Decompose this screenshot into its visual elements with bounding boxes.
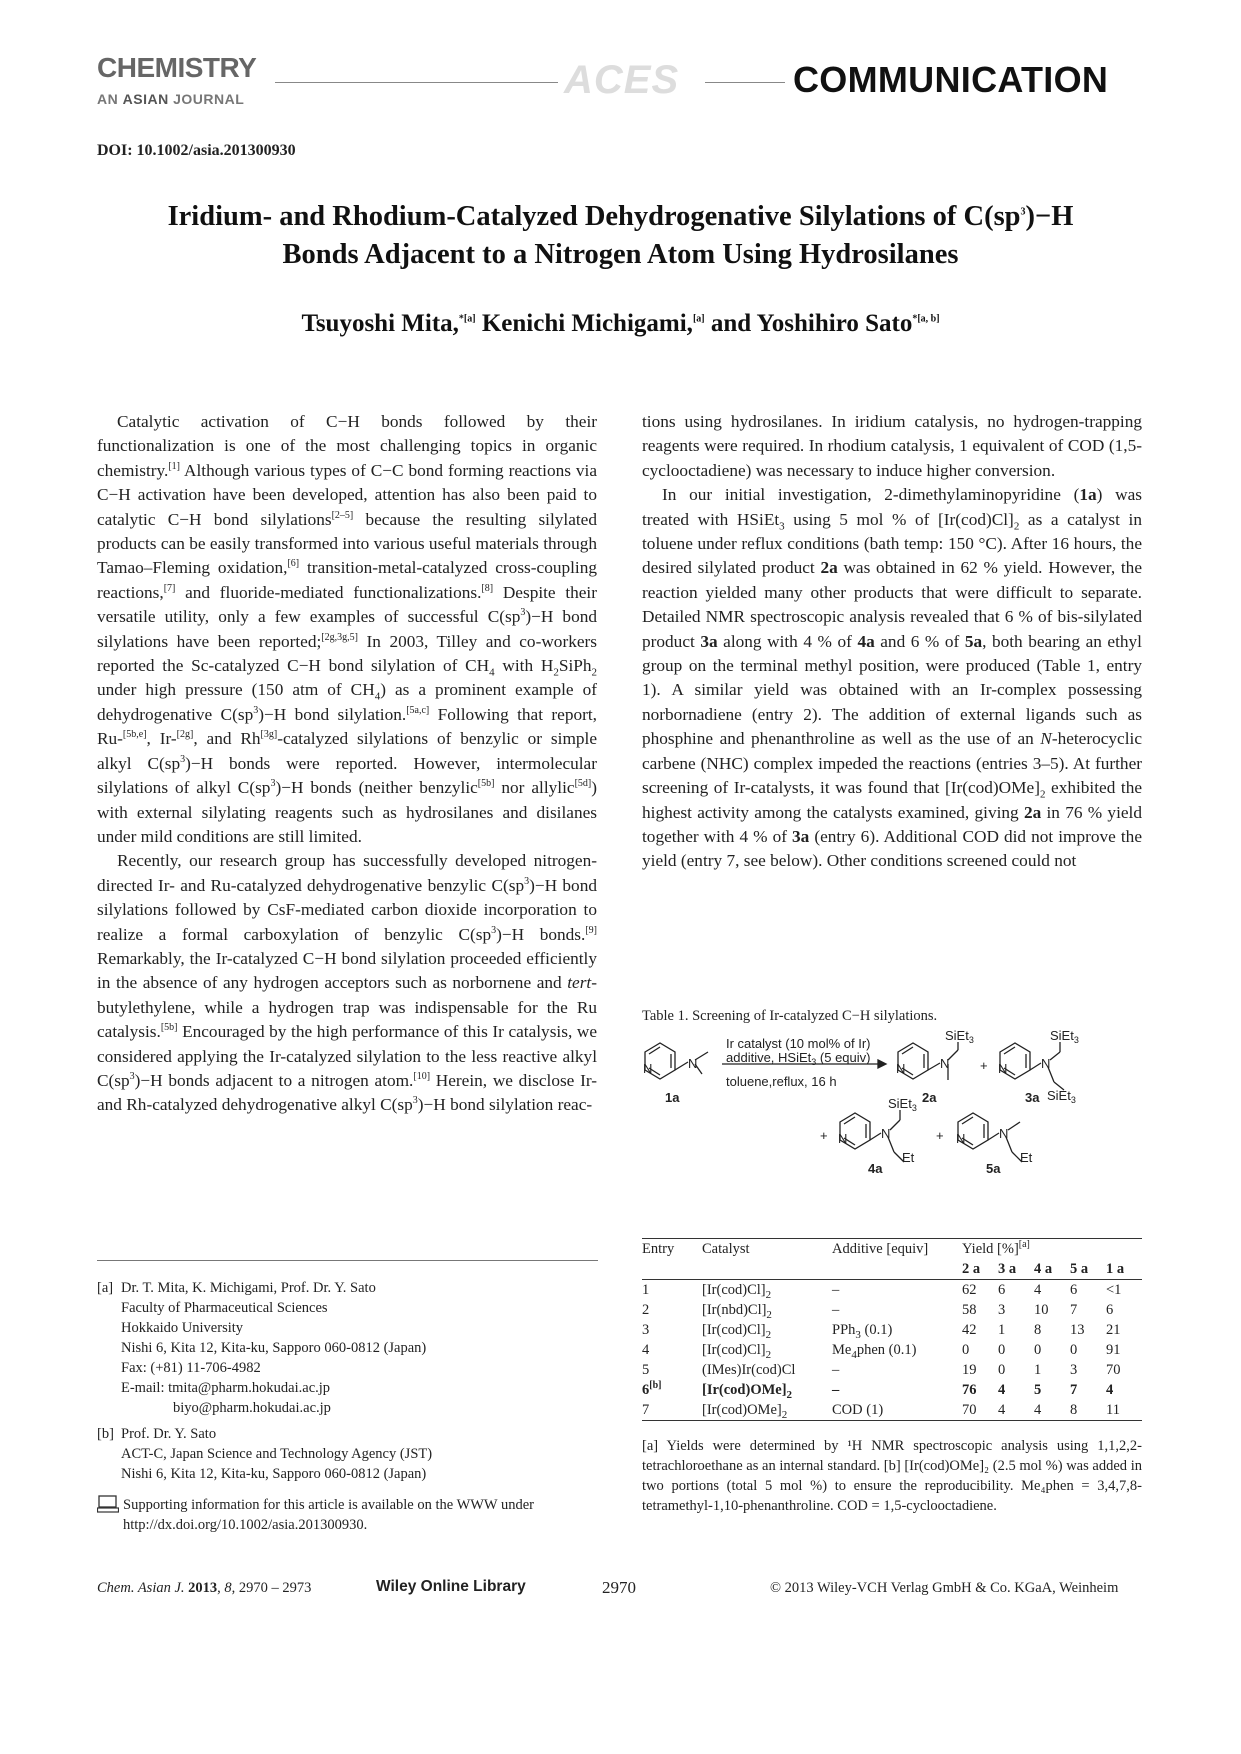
doi[interactable]: DOI: 10.1002/asia.201300930 [97,142,296,159]
table-row: 4 $[Ir(cod)Cl]_2$ $Me_4phen$ (0.1) 0 0 0 0 91 [642,1341,1121,1361]
section-label: COMMUNICATION [793,59,1109,100]
aces-logo: ACES [564,58,680,102]
table-footnote: [a] Yields were determined by ¹H NMR spectroscopic analysis using 1,1,2,2-tetrachloroethane as an internal standard. [b] [Ir(cod)OMe]₂ (2.5 mol %) was added in two portions (total 5 mol %) to ensure the reproducibility. Me₄phen = 3,4,7,8-tetramethyl-1,10-phenanthroline. COD = 1,5-cyclooctadiene. [642,1438,1142,1514]
journal-subtitle: AN ASIAN JOURNAL [97,91,245,107]
results-table [642,1238,1142,1421]
paragraph: Catalytic activation of C−H bonds followed by their functionalization is one of the most challenging topics in organic chemistry.[1] Although various types of C−C bond forming reactions via C−H activation have been developed, attention has also been paid to catalytic C−H bond silylations[2–5] because the resulting silylated products can be easily transformed into various useful materials through Tamao–Fleming oxidation,[6] transition-metal-catalyzed cross-coupling reactions,[7] and fluoride-mediated functionalizations.[8] Despite their versatile utility, only a few examples of successful $C(sp^3)-H$ bond silylations have been reported;[2g,3g,5] In 2003, Tilley and co-workers reported the Sc-catalyzed C−H bond silylation of $CH_4$ with $H_2SiPh_2$ under high pressure (150 atm of $CH_4$) as a prominent example of dehydrogenative $C(sp^3)-H$ bond silylation.[5a,c] Following that report, Ru-[5b,e], Ir-[2g], and Rh[3g]-catalyzed silylations of benzylic or simple alkyl $C(sp^3)-H$ bonds were reported. However, intermolecular silylations of alkyl $C(sp^3)-H$ bonds (neither benzylic[5b] nor allylic[5d]) with external silylating reagents such as hydrosilanes and disilanes under mild conditions are still limited. [97,412,598,846]
table-row: 2 $[Ir(nbd)Cl]_2$ – 58 3 10 7 6 [642,1301,1114,1321]
svg-text:+: + [820,1128,828,1143]
svg-text:toluene,reflux, 16 h: toluene,reflux, 16 h [726,1074,837,1089]
svg-text:3a: 3a [1025,1090,1040,1105]
table-row: 5 (IMes)Ir(cod)Cl – 19 0 1 3 70 [642,1361,1121,1378]
header-rule-left [275,82,558,83]
svg-text:N: N [881,1126,891,1141]
table-row: 7 $[Ir(cod)OMe]_2$ COD (1) 70 4 4 8 11 [642,1400,1142,1421]
pyridine-ring-1a [645,1043,708,1079]
affiliation-a: [a] Dr. T. Mita, K. Michigami, Prof. Dr. Y. Sato Faculty of Pharmaceutical Sciences Hokkaido University Nishi 6, Kita 12, Kita-ku, Sapporo 060-0812 (Japan) Fax: (+81) 11-706-4982 E-mail: tmita@pharm.hokudai.ac.jp biyo@pharm.hokudai.ac.jp [97,1280,427,1416]
author-1: Tsuyoshi Mita, [301,310,459,337]
svg-text:N: N [940,1056,950,1071]
computer-icon [97,1495,123,1535]
reaction-scheme [640,1030,1140,1230]
footnote-rule [97,1260,598,1261]
svg-text:N: N [838,1131,848,1146]
article-title: Iridium- and Rhodium-Catalyzed Dehydrogenative Silylations of $C(sp^3)-H$ Bonds Adjacent to a Nitrogen Atom Using Hydrosilanes [167,201,1074,270]
paragraph: tions using hydrosilanes. In iridium catalysis, no hydrogen-trapping reagents were required. In rhodium catalysis, 1 equivalent of COD (1,5-cyclooctadiene) was necessary to induce higher conversion. [642,412,1142,480]
svg-text:additive, HSiEt3 (5 equiv): additive, HSiEt$_3$ (5 equiv) [726,1050,871,1067]
table-subheader-row: 2 a 3 a 4 a 5 a 1 a [962,1260,1125,1277]
svg-text:SiEt3: SiEt$_3$ [1050,1030,1079,1045]
svg-text:SiEt3: SiEt$_3$ [888,1096,917,1113]
supporting-info[interactable]: Supporting information for this article is available on the WWW under http://dx.doi.org/10.1002/asia.201300930. [97,1495,598,1535]
table-row: 1 $[Ir(cod)Cl]_2$ – 62 6 4 6 <1 [642,1280,1142,1301]
svg-text:N: N [956,1131,966,1146]
svg-text:SiEt3: SiEt$_3$ [945,1030,974,1045]
table-caption: Table 1. Screening of Ir-catalyzed C−H silylations. [642,1008,938,1024]
body-column-left [97,410,597,1118]
svg-text:SiEt3: SiEt$_3$ [1047,1088,1076,1105]
svg-text:N: N [688,1056,698,1071]
author-2: Kenichi Michigami, [481,310,693,337]
footer-copyright: © 2013 Wiley-VCH Verlag GmbH & Co. KGaA, Weinheim [770,1580,1119,1596]
page-number: 2970 [602,1578,636,1597]
svg-text:+: + [936,1128,944,1143]
paragraph: Recently, our research group has successfully developed nitrogen-directed Ir- and Ru-catalyzed dehydrogenative benzylic $C(sp^3)-H$ bond silylations followed by CsF-mediated carbon dioxide incorporation to realize a formal carboxylation of benzylic $C(sp^3)-H$ bonds.[9] Remarkably, the Ir-catalyzed C−H bond silylation proceeded efficiently in the absence of any hydrogen acceptors such as norbornene and tert-butylethylene, while a hydrogen trap was indispensable for the Ru catalysis.[5b] Encouraged by the high performance of this Ir catalysis, we considered applying the Ir-catalyzed silylation to the less reactive alkyl $C(sp^3)-H$ bonds adjacent to a nitrogen atom.[10] Herein, we disclose Ir- and Rh-catalyzed dehydrogenative alkyl $C(sp^3)-H$ bond silylation reac- [97,851,597,1115]
svg-text:Ir catalyst (10 mol% of Ir): Ir catalyst (10 mol% of Ir) [726,1036,871,1051]
svg-text:N: N [1041,1056,1051,1071]
svg-text:N: N [998,1061,1008,1076]
email-link[interactable]: biyo@pharm.hokudai.ac.jp [173,1400,331,1416]
svg-text:+: + [980,1058,988,1073]
header-rule-right [705,82,785,83]
email-link[interactable]: E-mail: tmita@pharm.hokudai.ac.jp [121,1380,331,1396]
svg-text:N: N [896,1061,906,1076]
table-row-highlighted: 6[b] $[Ir(cod)OMe]_2$ – 76 4 5 7 4 [642,1379,1114,1401]
pyridine-ring-5a [958,1113,1022,1162]
affiliation-b: [b] Prof. Dr. Y. Sato ACT-C, Japan Science and Technology Agency (JST) Nishi 6, Kita 12, Kita-ku, Sapporo 060-0812 (Japan) [97,1426,433,1482]
svg-text:2a: 2a [922,1090,937,1105]
paragraph: In our initial investigation, 2-dimethylaminopyridine (1a) was treated with HSiEt$_3$ using 5 mol % of $[Ir(cod)Cl]_2$ as a catalyst in toluene under reflux conditions (bath temp: 150 °C). After 16 hours, the desired silylated product 2a was obtained in 62 % yield. However, the reaction yielded many other products that were difficult to separate. Detailed NMR spectroscopic analysis revealed that 6 % of bis-silylated product 3a along with 4 % of 4a and 6 % of 5a, both bearing an ethyl group on the terminal methyl position, were produced (Table 1, entry 1). A similar yield was obtained with an Ir-complex possessing norbornadiene (entry 2). The addition of external ligands such as phosphine and phenanthroline as well as the use of an N-heterocyclic carbene (NHC) complex impeded the reactions (entries 3–5). At further screening of Ir-catalysts, it was found that $[Ir(cod)OMe]_2$ exhibited the highest activity among the catalysts examined, giving 2a in 76 % yield together with 4 % of 3a (entry 6). Additional COD did not improve the yield (entry 7, see below). Other conditions screened could not [642,485,1143,871]
svg-text:N: N [643,1061,653,1076]
table-row: 3 $[Ir(cod)Cl]_2$ PPh$_3$ (0.1) 42 1 8 13 21 [642,1321,1121,1341]
pyridine-ring-4a [840,1110,904,1162]
body-column-right [642,410,1142,874]
pyridine-ring-3a [1000,1042,1064,1090]
svg-text:1a: 1a [665,1090,680,1105]
svg-text:4a: 4a [868,1161,883,1176]
svg-text:Et: Et [902,1150,915,1165]
footer-citation: Chem. Asian J. 2013, 8, 2970 – 2973 [97,1580,312,1596]
svg-text:Et: Et [1020,1150,1033,1165]
table-header-row: Entry Catalyst Additive [equiv] Yield [%][a] [642,1239,1142,1260]
author-3: and Yoshihiro Sato [710,310,913,337]
svg-text:5a: 5a [986,1161,1001,1176]
affiliations [97,1278,598,1484]
author-list: Tsuyoshi Mita,$^{*[a]}$ Kenichi Michigami,[a] and Yoshihiro Sato$^{*[a, b]}$ [301,310,940,337]
svg-text:N: N [999,1126,1009,1141]
wiley-online-library-logo[interactable]: Wiley Online Library [376,1578,526,1595]
journal-name: CHEMISTRY [97,52,257,83]
